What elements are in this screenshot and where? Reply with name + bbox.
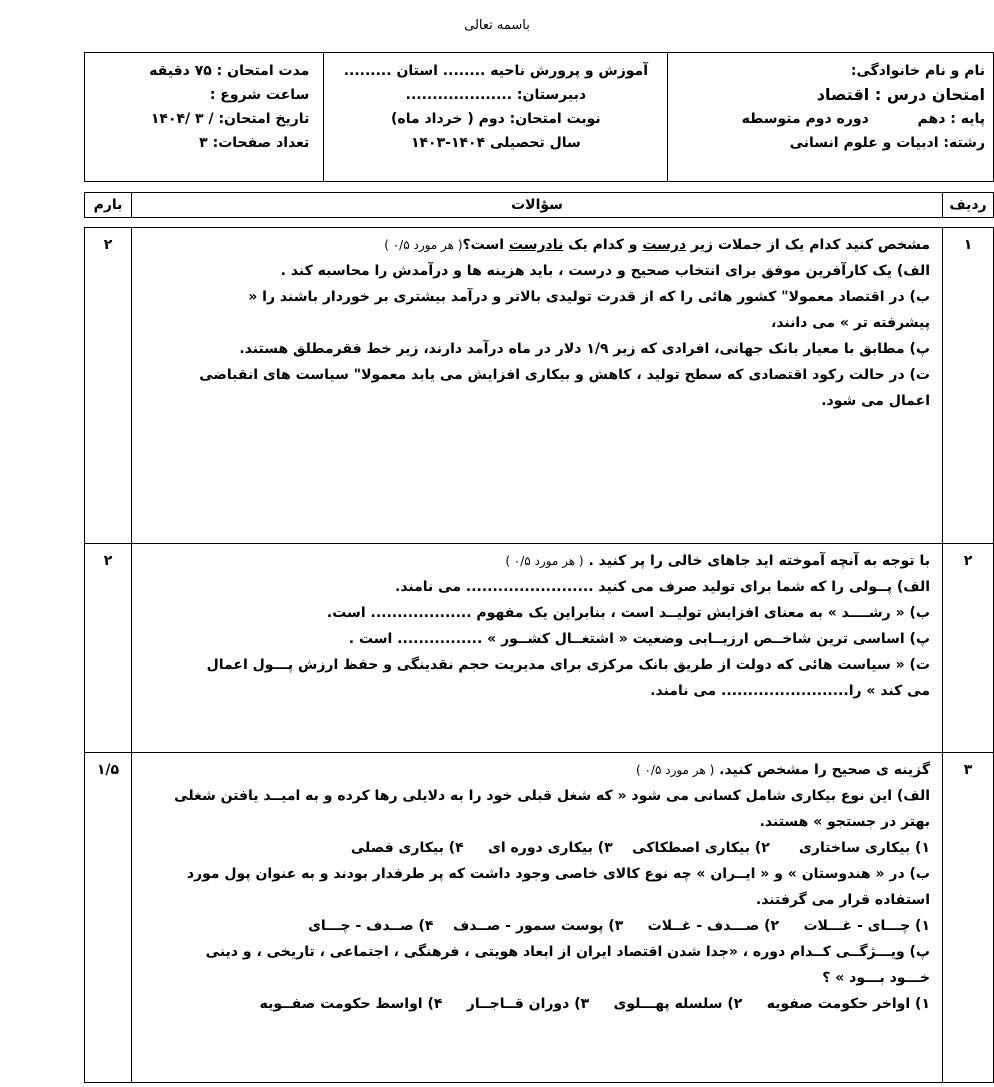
subject-line: امتحان درس : اقتصاد: [816, 85, 985, 104]
title-part: مشخص کنید کدام یک از جملات زیر: [686, 237, 930, 253]
start-time-line: ساعت شروع :: [209, 87, 310, 103]
title-underlined-true: درست: [642, 237, 687, 253]
question-line: الف) پــولی را که شما برای تولید صرف می کنید ........................ می نامند.: [395, 579, 930, 595]
exam-term-line: نوبت امتحان: دوم ( خرداد ماه): [391, 111, 601, 127]
academic-year-line: سال تحصیلی ۱۴۰۴-۱۴۰۳: [410, 135, 581, 151]
row-column-header: ردیف: [943, 193, 994, 218]
question-line: ت) در حالت رکود اقتصادی که سطح تولید ، کاهش و بیکاری افزایش می یابد معمولا" سیاست های انقباضی: [199, 367, 930, 383]
page-count-line: تعداد صفحات: ۳: [199, 135, 310, 151]
question-line: اعمال می شود.: [821, 393, 930, 409]
question-row: [85, 753, 994, 1083]
exam-date-line: تاریخ امتحان: / ۳ /۱۴۰۴: [150, 111, 310, 127]
exam-header: [84, 52, 994, 182]
question-line: خـــود بـــود » ؟: [822, 970, 930, 986]
question-line: ب) « رشــــد » به معنای افزایش تولیــد است ، بنابراین یک مفهوم ................... است.: [326, 605, 930, 621]
question-line: ت) « سیاست هائی که دولت از طریق بانک مرکزی برای مدیریت حجم نقدینگی و حفظ ارزش پـــول اعمال: [206, 657, 930, 673]
question-body: [132, 753, 943, 1083]
top-title: باسمه تعالی: [464, 18, 530, 33]
questions-table: [84, 227, 994, 1083]
duration-line: مدت امتحان : ۷۵ دقیقه: [149, 63, 310, 79]
grade-line: پایه : دهم دوره دوم متوسطه: [741, 111, 985, 127]
question-title: [140, 757, 930, 783]
title-part: است؟: [462, 237, 509, 253]
title-text: با توجه به آنچه آموخته اید جاهای خالی را پر کنید .: [588, 553, 930, 569]
question-line: استفاده قرار می گرفتند.: [755, 892, 930, 908]
question-title: [140, 232, 930, 258]
question-line: ب) در اقتصاد معمولا" کشور هائی را که از قدرت تولیدی بالاتر و درآمد بیشتری بر خوردار باشند را «: [248, 289, 930, 305]
question-number: ۱: [943, 228, 994, 544]
question-line: پیشرفته تر » می دانند،: [771, 315, 930, 331]
title-underlined-false: نادرست: [508, 237, 564, 253]
question-note: ( هر مورد ۰/۵ ): [384, 238, 463, 252]
question-body: [132, 544, 943, 753]
option-line: ۱) چـــای - غـــلات ۲) صـــدف - غــلات ۳) پوست سمور - صــدف ۴) صــدف - چـــای: [308, 918, 930, 934]
department-line: آموزش و پرورش ناحیه ........ استان .........: [343, 63, 649, 79]
question-number: ۳: [943, 753, 994, 1083]
question-note: ( هر مورد ۰/۵ ): [505, 554, 584, 568]
question-body: [132, 228, 943, 544]
question-line: الف) یک کارآفرین موفق برای انتخاب صحیح و درست ، باید هزینه ها و درآمدش را محاسبه کند .: [280, 263, 930, 279]
title-part: و کدام یک: [563, 237, 643, 253]
question-line: پ) مطابق با معیار بانک جهانی، افرادی که زیر ۱/۹ دلار در ماه درآمد دارند، زیر خط فقرمطلق هستند.: [239, 341, 930, 357]
question-number: ۲: [943, 544, 994, 753]
major-line: رشته: ادبیات و علوم انسانی: [789, 135, 985, 151]
question-line: الف) این نوع بیکاری شامل کسانی می شود « که شغل قبلی خود را به دلایلی رها کرده و به امیــد یافتن شغلی: [174, 788, 930, 804]
question-score: ۲: [85, 544, 132, 753]
title-text: گزینه ی صحیح را مشخص کنید.: [719, 762, 930, 778]
school-line: دبیرستان: ....................: [405, 87, 587, 103]
question-line: پ) ویـــژگــی کــدام دوره ، «جدا شدن اقتصاد ایران از ابعاد هویتی ، فرهنگی ، اجتماعی ، تاریخی ، و دینی: [205, 944, 930, 960]
question-row: [85, 228, 994, 544]
option-line: ۱) اواخر حکومت صفویه ۲) سلسله پهـــلوی ۳) دوران قــاجــار ۴) اواسط حکومت صفــویه: [259, 996, 930, 1012]
exam-info: [85, 53, 324, 182]
questions-column-header: سؤالات: [132, 193, 943, 218]
question-line: می کند » را........................ می نامند.: [650, 683, 930, 699]
score-column-header: بارم: [85, 193, 132, 218]
column-header-row: [84, 192, 994, 218]
question-row: [85, 544, 994, 753]
student-name-field: نام و نام خانوادگی:: [850, 63, 985, 79]
school-info: [324, 53, 668, 182]
student-info: [668, 53, 994, 182]
question-note: ( هر مورد ۰/۵ ): [635, 763, 715, 777]
question-line: پ) اساسی ترین شاخــص ارزیــابی وضعیت « اشتغــال کشــور » ................ است .: [348, 631, 930, 647]
question-title: [140, 548, 930, 574]
question-score: ۱/۵: [85, 753, 132, 1083]
question-score: ۲: [85, 228, 132, 544]
option-line: ۱) بیکاری ساختاری ۲) بیکاری اصطکاکی ۳) بیکاری دوره ای ۴) بیکاری فصلی: [350, 840, 930, 856]
question-line: ب) در « هندوستان » و « ایــران » چه نوع کالای خاصی وجود داشت که پر طرفدار بودند و به عنوان پول مورد: [186, 866, 930, 882]
question-line: بهتر در جستجو » هستند.: [759, 814, 930, 830]
